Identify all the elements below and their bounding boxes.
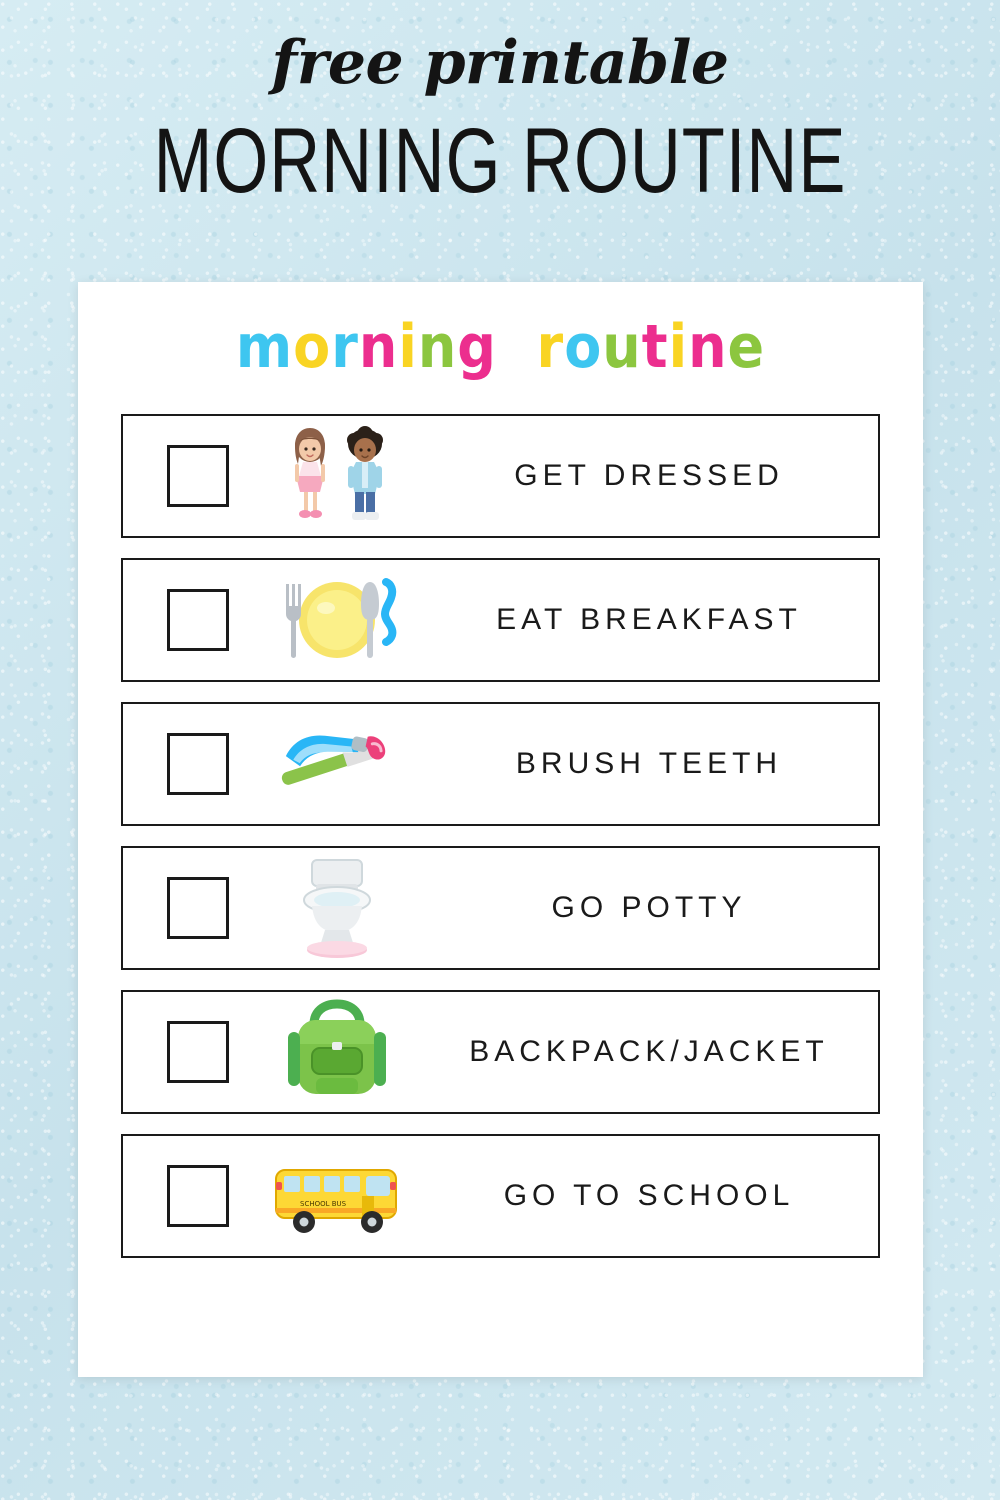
backpack-icon <box>229 997 444 1107</box>
routine-checkbox[interactable] <box>167 733 229 795</box>
routine-label: GO POTTY <box>551 891 747 924</box>
routine-checkbox[interactable] <box>167 589 229 651</box>
sheet-title-letter: u <box>602 311 642 382</box>
page-title: MORNING ROUTINE <box>153 109 847 213</box>
sheet-title-letter: i <box>398 311 418 382</box>
sheet-title-letter: n <box>358 311 399 382</box>
routine-checkbox[interactable] <box>167 1165 229 1227</box>
routine-checkbox[interactable] <box>167 877 229 939</box>
toilet-icon <box>229 853 444 963</box>
sheet-title-letter: g <box>457 311 497 382</box>
routine-label: GO TO SCHOOL <box>503 1179 795 1212</box>
sheet-title-letter: n <box>417 311 458 382</box>
sheet-title-letter: o <box>293 311 332 382</box>
routine-row[interactable] <box>121 558 880 682</box>
routine-label: EAT BREAKFAST <box>496 603 802 636</box>
sheet-title-letter: e <box>727 311 766 382</box>
sheet-title-letter: n <box>688 311 728 382</box>
routine-checkbox[interactable] <box>167 1021 229 1083</box>
sheet-title-letter <box>497 317 537 376</box>
routine-row[interactable] <box>121 1134 880 1258</box>
sheet-title-letter: r <box>331 311 359 382</box>
printable-sheet <box>78 282 923 1377</box>
routine-row[interactable] <box>121 414 880 538</box>
routine-row[interactable] <box>121 702 880 826</box>
routine-label: GET DRESSED <box>514 459 784 492</box>
routine-checkbox[interactable] <box>167 445 229 507</box>
sheet-title-letter: o <box>564 311 603 382</box>
routine-row[interactable] <box>121 990 880 1114</box>
eyebrow-text: free printable <box>271 28 729 98</box>
sheet-title-letter: m <box>235 311 294 382</box>
plate-cutlery-icon <box>229 565 444 675</box>
sheet-title-letter: t <box>641 311 669 382</box>
routine-label: BRUSH TEETH <box>515 747 783 780</box>
sheet-title-letter: r <box>536 311 565 382</box>
kids-dressed-icon <box>229 421 444 531</box>
routine-label: BACKPACK/JACKET <box>469 1035 829 1068</box>
sheet-title-letter: i <box>668 311 689 382</box>
sheet-title <box>78 311 923 382</box>
toothbrush-icon <box>229 709 444 819</box>
page-header <box>0 0 1000 213</box>
school-bus-icon <box>229 1141 444 1251</box>
routine-list <box>78 414 923 1258</box>
svg-text:SCHOOL BUS: SCHOOL BUS <box>299 1200 346 1208</box>
routine-row[interactable] <box>121 846 880 970</box>
